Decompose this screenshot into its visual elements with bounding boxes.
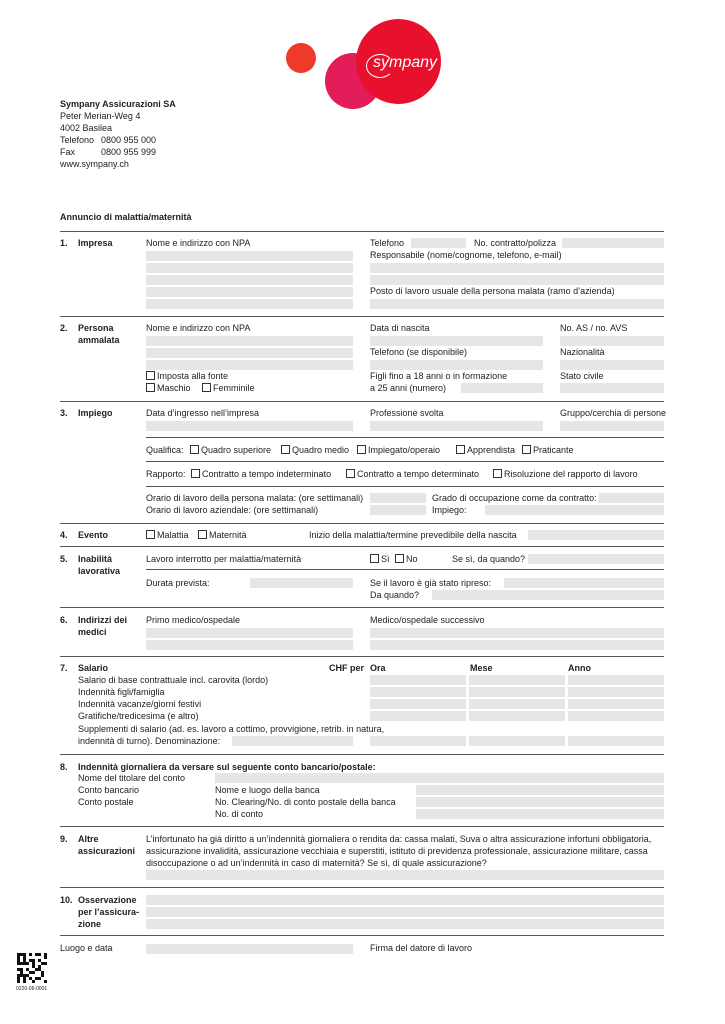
no-checkbox[interactable] — [395, 554, 418, 565]
next-doctor-field-2[interactable] — [370, 640, 664, 650]
section-number: 10. — [60, 895, 73, 905]
checkbox-icon — [202, 383, 211, 392]
company-phone-field[interactable] — [411, 238, 466, 248]
checkbox-icon — [146, 383, 155, 392]
start-label: Inizio della malattia/termine prevedibile della nascita — [309, 530, 517, 540]
company-address-field-3[interactable] — [146, 287, 353, 297]
company-address-field-2[interactable] — [146, 275, 353, 285]
salary-cell[interactable] — [469, 675, 565, 685]
section-number: 1. — [60, 238, 68, 248]
section-title: Osservazione — [78, 895, 137, 905]
checkbox-icon — [191, 469, 200, 478]
section-title: assicurazioni — [78, 846, 136, 856]
duration-field[interactable] — [250, 578, 353, 588]
withholding-tax-checkbox[interactable] — [146, 371, 228, 382]
avs-label: No. AS / no. AVS — [560, 323, 628, 333]
section-title: zione — [78, 919, 102, 929]
maternity-checkbox[interactable] — [198, 530, 247, 541]
company-name-label: Nome e indirizzo con NPA — [146, 238, 251, 248]
fax-number: 0800 955 999 — [101, 147, 157, 157]
checkbox-label: Contratto a tempo determinato — [357, 469, 480, 479]
section-title: Indirizzi dei — [78, 615, 128, 625]
divider — [60, 523, 664, 524]
section-title: ammalata — [78, 335, 120, 345]
bank-name-field[interactable] — [416, 785, 664, 795]
birth-label: Data di nascita — [370, 323, 430, 333]
person-phone-field[interactable] — [370, 360, 543, 370]
occupation-degree-field[interactable] — [599, 493, 664, 503]
workplace-field[interactable] — [370, 299, 664, 309]
divider — [60, 887, 664, 888]
subdivider — [146, 437, 664, 438]
entry-date-label: Data d’ingresso nell’impresa — [146, 408, 260, 418]
hours-person-label: Orario di lavoro della persona malata: (ore settimanali) — [146, 493, 364, 503]
person-name-field-1[interactable] — [146, 336, 353, 346]
section-number: 4. — [60, 530, 68, 540]
subdivider — [146, 569, 664, 570]
group-field[interactable] — [560, 421, 664, 431]
salary-cell[interactable] — [568, 736, 664, 746]
qualification-option[interactable] — [281, 445, 349, 456]
qualification-option[interactable] — [190, 445, 271, 456]
checkbox-icon — [357, 445, 366, 454]
checkbox-icon — [456, 445, 465, 454]
phone-label: Telefono — [60, 135, 95, 145]
salary-cell[interactable] — [469, 711, 565, 721]
checkbox-icon — [370, 554, 379, 563]
birth-field[interactable] — [370, 336, 543, 346]
section-title: Altre — [78, 834, 99, 844]
holder-field[interactable] — [215, 773, 664, 783]
company-phone-label: Telefono — [370, 238, 405, 248]
responsible-field-2[interactable] — [370, 275, 664, 285]
divider — [60, 754, 664, 755]
phone-number: 0800 955 000 — [101, 135, 157, 145]
entry-date-field[interactable] — [146, 421, 353, 431]
form-code: 0220-06-0001 — [16, 986, 48, 992]
relationship-option[interactable] — [493, 469, 638, 480]
place-date-label: Luogo e data — [60, 943, 113, 953]
checkbox-label: Impiegato/operaio — [368, 445, 441, 455]
salary-row-label: Indennità figli/famiglia — [78, 687, 165, 697]
section-title: per l’assicura- — [78, 907, 140, 917]
checkbox-label: Imposta alla fonte — [157, 371, 229, 381]
qualification-label: Qualifica: — [146, 445, 184, 455]
salary-cell[interactable] — [568, 675, 664, 685]
divider — [60, 316, 664, 317]
salary-cell[interactable] — [370, 711, 466, 721]
chf-per-label: CHF per — [329, 663, 365, 673]
children-label-2: a 25 anni (numero) — [370, 383, 447, 393]
salary-cell[interactable] — [469, 699, 565, 709]
col-year: Anno — [568, 663, 591, 673]
checkbox-label: Sì — [381, 554, 390, 564]
remarks-field-1[interactable] — [146, 895, 664, 905]
clearing-field[interactable] — [416, 797, 664, 807]
section-title: Evento — [78, 530, 109, 540]
checkbox-icon — [346, 469, 355, 478]
insurance-text: assicurazione invalidità, assicurazione vecchiaia e superstiti, istituto di previdenza professionale, assicurazione militare, cassa — [146, 846, 648, 856]
start-field[interactable] — [528, 530, 664, 540]
yes-checkbox[interactable] — [370, 554, 390, 565]
qualification-option[interactable] — [456, 445, 515, 456]
remarks-field-3[interactable] — [146, 919, 664, 929]
interrupted-label: Lavoro interrotto per malattia/maternità — [146, 554, 302, 564]
insurance-text: disoccupazione o ad un’indennità in caso di maternità? Se sì, di quale assicurazione? — [146, 858, 487, 868]
workplace-label: Posto di lavoro usuale della persona malata (ramo d’azienda) — [370, 286, 615, 296]
company-address-field-4[interactable] — [146, 299, 353, 309]
section-number: 7. — [60, 663, 68, 673]
section-title: Inabilità — [78, 554, 113, 564]
person-name-field-3[interactable] — [146, 360, 353, 370]
bank-name-label: Nome e luogo della banca — [215, 785, 320, 795]
subdivider — [146, 461, 664, 462]
checkbox-icon — [281, 445, 290, 454]
salary-row-label: indennità di turno). Denominazione: — [78, 736, 221, 746]
logo-orange-dot — [286, 43, 316, 73]
responsible-field-1[interactable] — [370, 263, 664, 273]
logo-text: sympany — [373, 54, 438, 71]
checkbox-label: Quadro superiore — [201, 445, 272, 455]
denomination-field[interactable] — [232, 736, 353, 746]
profession-field[interactable] — [370, 421, 543, 431]
account-no-label: No. di conto — [215, 809, 264, 819]
illness-checkbox[interactable] — [146, 530, 189, 541]
first-doctor-field-1[interactable] — [146, 628, 353, 638]
subdivider — [146, 486, 664, 487]
fax-label: Fax — [60, 147, 76, 157]
checkbox-icon — [198, 530, 207, 539]
responsible-label: Responsabile (nome/cognome, telefono, e-mail) — [370, 250, 562, 260]
salary-cell[interactable] — [568, 699, 664, 709]
holder-label: Nome del titolare del conto — [78, 773, 186, 783]
duration-label: Durata prevista: — [146, 578, 210, 588]
next-doctor-label: Medico/ospedale successivo — [370, 615, 485, 625]
group-label: Gruppo/cerchia di persone — [560, 408, 667, 418]
hours-company-label: Orario di lavoro aziendale: (ore settimanali) — [146, 505, 319, 515]
checkbox-label: Risoluzione del rapporto di lavoro — [504, 469, 638, 479]
children-label: Figli fino a 18 anni o in formazione — [370, 371, 508, 381]
bank-account-label: Conto bancario — [78, 785, 140, 795]
profession-label: Professione svolta — [370, 408, 444, 418]
salary-cell[interactable] — [370, 675, 466, 685]
next-doctor-field-1[interactable] — [370, 628, 664, 638]
qr-code-icon — [17, 953, 47, 983]
account-no-field[interactable] — [416, 809, 664, 819]
section-title: Impiego — [78, 408, 113, 418]
section-title: Indennità giornaliera da versare sul seguente conto bancario/postale: — [78, 762, 376, 772]
since-field[interactable] — [528, 554, 664, 564]
salary-cell[interactable] — [370, 699, 466, 709]
divider — [60, 935, 664, 936]
section-title: Impresa — [78, 238, 113, 248]
signature-label: Firma del datore di lavoro — [370, 943, 473, 953]
section-title: Salario — [78, 663, 109, 673]
checkbox-label: Contratto a tempo indeterminato — [202, 469, 332, 479]
resumed-date-field[interactable] — [432, 590, 664, 600]
checkbox-label: No — [406, 554, 418, 564]
checkbox-icon — [522, 445, 531, 454]
company-city: 4002 Basilea — [60, 123, 113, 133]
salary-row-label: Supplementi di salario (ad. es. lavoro a cottimo, provvigione, retrib. in natura, — [78, 724, 385, 734]
qualification-option[interactable] — [522, 445, 574, 456]
section-number: 6. — [60, 615, 68, 625]
divider — [60, 607, 664, 608]
civil-status-label: Stato civile — [560, 371, 604, 381]
checkbox-icon — [190, 445, 199, 454]
contract-label: No. contratto/polizza — [474, 238, 557, 248]
salary-cell[interactable] — [568, 711, 664, 721]
female-checkbox[interactable] — [202, 383, 255, 394]
checkbox-icon — [493, 469, 502, 478]
hours-company-field[interactable] — [370, 505, 426, 515]
phone-label: Telefono (se disponibile) — [370, 347, 468, 357]
first-doctor-field-2[interactable] — [146, 640, 353, 650]
occupation-degree-label: Grado di occupazione come da contratto: — [432, 493, 597, 503]
relationship-option[interactable] — [191, 469, 331, 480]
checkbox-icon — [146, 530, 155, 539]
checkbox-icon — [146, 371, 155, 380]
section-title: lavorativa — [78, 566, 121, 576]
since-label: Se sì, da quando? — [452, 554, 526, 564]
section-number: 9. — [60, 834, 68, 844]
divider — [60, 401, 664, 402]
salary-cell[interactable] — [568, 687, 664, 697]
person-name-field-2[interactable] — [146, 348, 353, 358]
resumed-label: Se il lavoro è già stato ripreso: — [370, 578, 492, 588]
checkbox-label: Quadro medio — [292, 445, 350, 455]
checkbox-label: Apprendista — [467, 445, 516, 455]
place-date-field[interactable] — [146, 944, 353, 954]
salary-cell[interactable] — [469, 687, 565, 697]
divider — [60, 231, 664, 232]
company-name: Sympany Assicurazioni SA — [60, 99, 176, 109]
website: www.sympany.ch — [60, 159, 129, 169]
divider — [60, 826, 664, 827]
nationality-label: Nazionalità — [560, 347, 605, 357]
avs-field[interactable] — [560, 336, 664, 346]
hours-person-field[interactable] — [370, 493, 426, 503]
clearing-label: No. Clearing/No. di conto postale della banca — [215, 797, 396, 807]
section-number: 5. — [60, 554, 68, 564]
employee-label: Impiego: — [432, 505, 467, 515]
company-street: Peter Merian-Weg 4 — [60, 111, 141, 121]
divider — [60, 656, 664, 657]
person-name-label: Nome e indirizzo con NPA — [146, 323, 251, 333]
company-name-field[interactable] — [146, 251, 353, 261]
checkbox-label: Femminile — [213, 383, 255, 393]
resumed-field[interactable] — [504, 578, 664, 588]
relationship-label: Rapporto: — [146, 469, 186, 479]
qualification-option[interactable] — [357, 445, 440, 456]
salary-row-label: Salario di base contrattuale incl. carovita (lordo) — [78, 675, 269, 685]
relationship-option[interactable] — [346, 469, 479, 480]
company-address-field-1[interactable] — [146, 263, 353, 273]
checkbox-label: Maternità — [209, 530, 247, 540]
insurance-text: L’infortunato ha già diritto a un’indennità giornaliera o rendita da: cassa malati, Suva o altra assicurazione infortuni obbligatoria, — [146, 834, 652, 844]
section-title: Persona — [78, 323, 114, 333]
salary-row-label: Gratifiche/tredicesima (e altro) — [78, 711, 199, 721]
section-number: 2. — [60, 323, 68, 333]
salary-cell[interactable] — [370, 687, 466, 697]
section-title: medici — [78, 627, 107, 637]
insurance-field[interactable] — [146, 870, 664, 880]
checkbox-label: Praticante — [533, 445, 574, 455]
employee-field[interactable] — [485, 505, 664, 515]
nationality-field[interactable] — [560, 360, 664, 370]
first-doctor-label: Primo medico/ospedale — [146, 615, 241, 625]
civil-status-field[interactable] — [560, 383, 664, 393]
remarks-field-2[interactable] — [146, 907, 664, 917]
checkbox-label: Malattia — [157, 530, 189, 540]
resumed-date-label: Da quando? — [370, 590, 420, 600]
section-number: 3. — [60, 408, 68, 418]
checkbox-icon — [395, 554, 404, 563]
form-title: Annuncio di malattia/maternità — [60, 212, 192, 222]
postal-account-label: Conto postale — [78, 797, 134, 807]
children-field[interactable] — [461, 383, 543, 393]
col-month: Mese — [470, 663, 493, 673]
salary-cell[interactable] — [469, 736, 565, 746]
salary-cell[interactable] — [370, 736, 466, 746]
col-hour: Ora — [370, 663, 386, 673]
salary-row-label: Indennità vacanze/giorni festivi — [78, 699, 202, 709]
contract-field[interactable] — [562, 238, 664, 248]
male-checkbox[interactable] — [146, 383, 191, 394]
checkbox-label: Maschio — [157, 383, 191, 393]
divider — [60, 546, 664, 547]
section-number: 8. — [60, 762, 68, 772]
